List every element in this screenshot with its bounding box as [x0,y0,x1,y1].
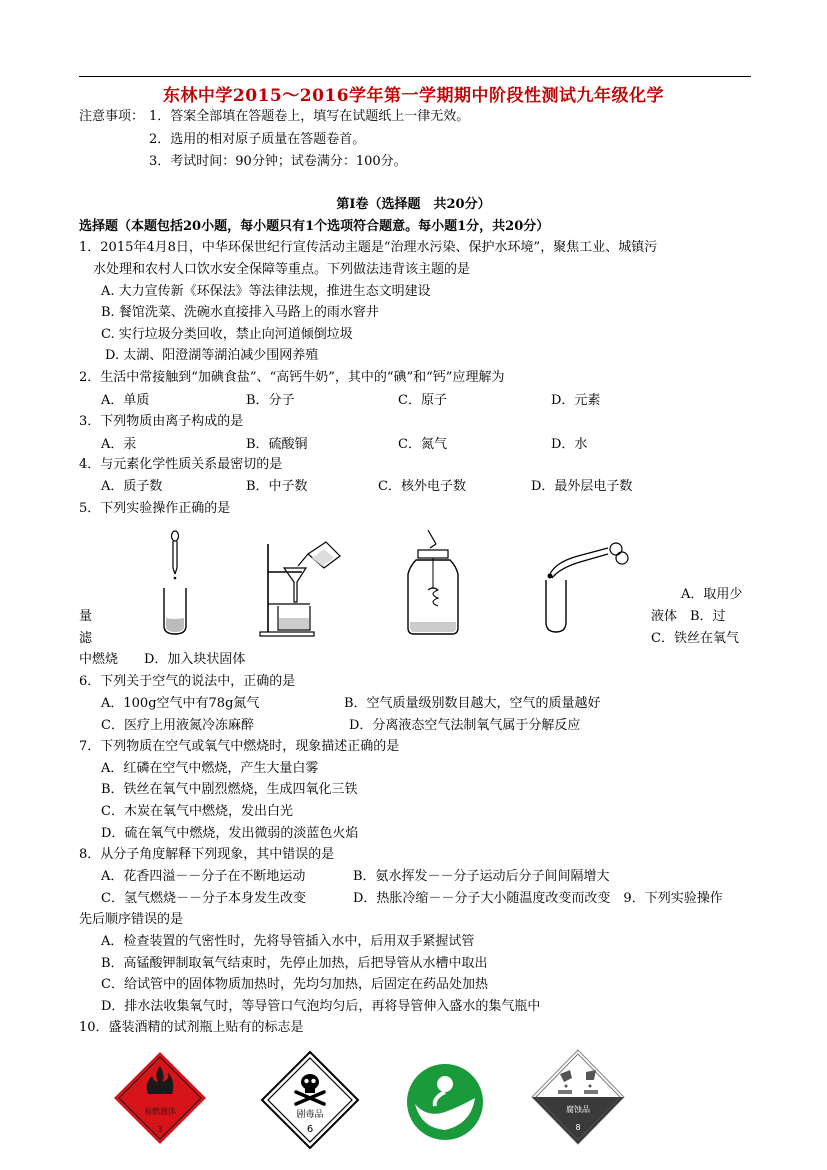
q2-option-a: A．单质 [101,393,150,408]
q6-option-d: D．分离液态空气法制氧气属于分解反应 [349,718,581,733]
q4-option-b: B．中子数 [246,479,308,494]
q3-option-c: C．氮气 [398,437,447,452]
q9-option-b: B．高锰酸钾制取氧气结束时，先停止加热，后把导管从水槽中取出 [101,956,488,971]
note-item-3: 3．考试时间：90分钟；试卷满分：100分。 [149,154,407,169]
q4-stem: 4．与元素化学性质关系最密切的是 [79,457,283,472]
section-description: 选择题（本题包括20小题，每小题只有1个选项符合题意。每小题1分，共20分） [79,219,550,234]
q1-stem-line2: 水处理和农村人口饮水安全保障等重点。下列做法违背该主题的是 [93,262,471,277]
q1-option-b: B. 餐馆洗菜、洗碗水直接排入马路上的雨水窨井 [101,305,379,320]
toxic-sign [260,1050,360,1150]
q1-stem-line1: 1．2015年4月8日，中华环保世纪行宣传活动主题是“治理水污染、保护水环境”，聚焦工业、城镇污 [79,240,658,255]
corrosive-sign [530,1048,626,1146]
q7-option-a: A．红磷在空气中燃烧，产生大量白雾 [101,761,319,776]
q6-option-a: A．100g空气中有78g氮气 [101,696,260,711]
q1-option-d: D. 太湖、阳澄湖等湖泊减少围网养殖 [105,348,319,363]
q2-stem: 2．生活中常接触到“加碘食盐”、“高钙牛奶”，其中的“碘”和“钙”应理解为 [79,370,505,385]
q1-option-c: C. 实行垃圾分类回收，禁止向河道倾倒垃圾 [101,327,353,342]
q9-option-d: D．排水法收集氧气时，等导管口气泡均匀后，再将导管伸入盛水的集气瓶中 [101,999,541,1014]
q7-option-b: B．铁丝在氧气中剧烈燃烧，生成四氧化三铁 [101,782,358,797]
note-item-2: 2．选用的相对原子质量在答题卷首。 [149,132,366,147]
q8-stem: 8．从分子角度解释下列现象，其中错误的是 [79,847,335,862]
q6-option-b: B．空气质量级别数目越大，空气的质量越好 [344,696,601,711]
figure-tongs-solid [538,540,633,636]
figure-filtration [254,538,354,638]
sign4-class-number: 8 [575,1123,581,1132]
figure-dropper-test-tube [150,530,200,638]
q4-option-d: D．最外层电子数 [531,479,633,494]
flammable-liquid-sign [112,1050,208,1146]
section-title: 第Ⅰ卷（选择题 共20分） [336,197,491,212]
sign1-class-number: 3 [157,1125,163,1134]
q3-stem: 3．下列物质由离子构成的是 [79,414,244,429]
q3-option-b: B．硫酸铜 [246,437,308,452]
figure-iron-wire-oxygen [398,528,468,638]
q6-stem: 6．下列关于空气的说法中，正确的是 [79,674,296,689]
sign2-class-number: 6 [306,1124,314,1135]
q9-option-c: C．给试管中的固体物质加热时，先均匀加热，后固定在药品处加热 [101,977,488,992]
q8-option-b: B．氨水挥发－－分子运动后分子间间隔增大 [353,869,610,884]
q7-option-d: D．硫在氧气中燃烧，发出微弱的淡蓝色火焰 [101,826,359,841]
q5-label-c: C．铁丝在氧气 [651,631,739,646]
q8-option-c: C．氢气燃烧－－分子本身发生改变 [101,891,306,906]
q5-label-a: A．取用少 [681,587,743,602]
q3-option-d: D．水 [551,437,588,452]
q9-option-a: A．检查装置的气密性时，先将导管插入水中，后用双手紧握试管 [101,934,475,949]
q1-option-a: A. 大力宣传新《环保法》等法律法规，推进生态文明建设 [101,284,431,299]
header-rule [79,76,751,77]
q8-option-d: D．热胀冷缩－－分子大小随温度改变而改变 9．下列实验操作 [353,891,723,906]
q10-stem: 10．盛装酒精的试剂瓶上贴有的标志是 [79,1020,304,1035]
q5-label-d: 中燃烧 D．加入块状固体 [79,652,246,667]
q7-option-c: C．木炭在氧气中燃烧，发出白光 [101,804,293,819]
sign4-label: 腐蚀品 [566,1105,590,1114]
note-item-1: 1．答案全部填在答题卷上，填写在试题纸上一律无效。 [149,109,470,124]
exam-title: 东林中学2015～2016学年第一学期期中阶段性测试九年级化学 [162,86,665,106]
q5-fragment-4: 滤 [79,631,93,646]
q5-stem: 5．下列实验操作正确的是 [79,501,231,516]
q5-fragment-2: 量 [79,609,93,624]
q2-option-d: D．元素 [551,393,601,408]
q8-option-a: A．花香四溢－－分子在不断地运动 [101,869,306,884]
sign1-label: 易燃液体 [144,1107,176,1116]
q6-option-c: C．医疗上用液氮冷冻麻醉 [101,718,254,733]
q9-stem: 先后顺序错误的是 [79,912,184,927]
q5-label-b: 液体 B．过 [651,609,726,624]
q2-option-b: B．分子 [246,393,295,408]
q2-option-c: C．原子 [398,393,447,408]
sign2-label: 剧毒品 [296,1110,324,1120]
q4-option-a: A．质子数 [101,479,163,494]
notes-label: 注意事项： [79,109,145,124]
q3-option-a: A．汞 [101,437,137,452]
q4-option-c: C．核外电子数 [378,479,466,494]
water-saving-logo [405,1062,485,1142]
q7-stem: 7．下列物质在空气或氧气中燃烧时，现象描述正确的是 [79,739,400,754]
